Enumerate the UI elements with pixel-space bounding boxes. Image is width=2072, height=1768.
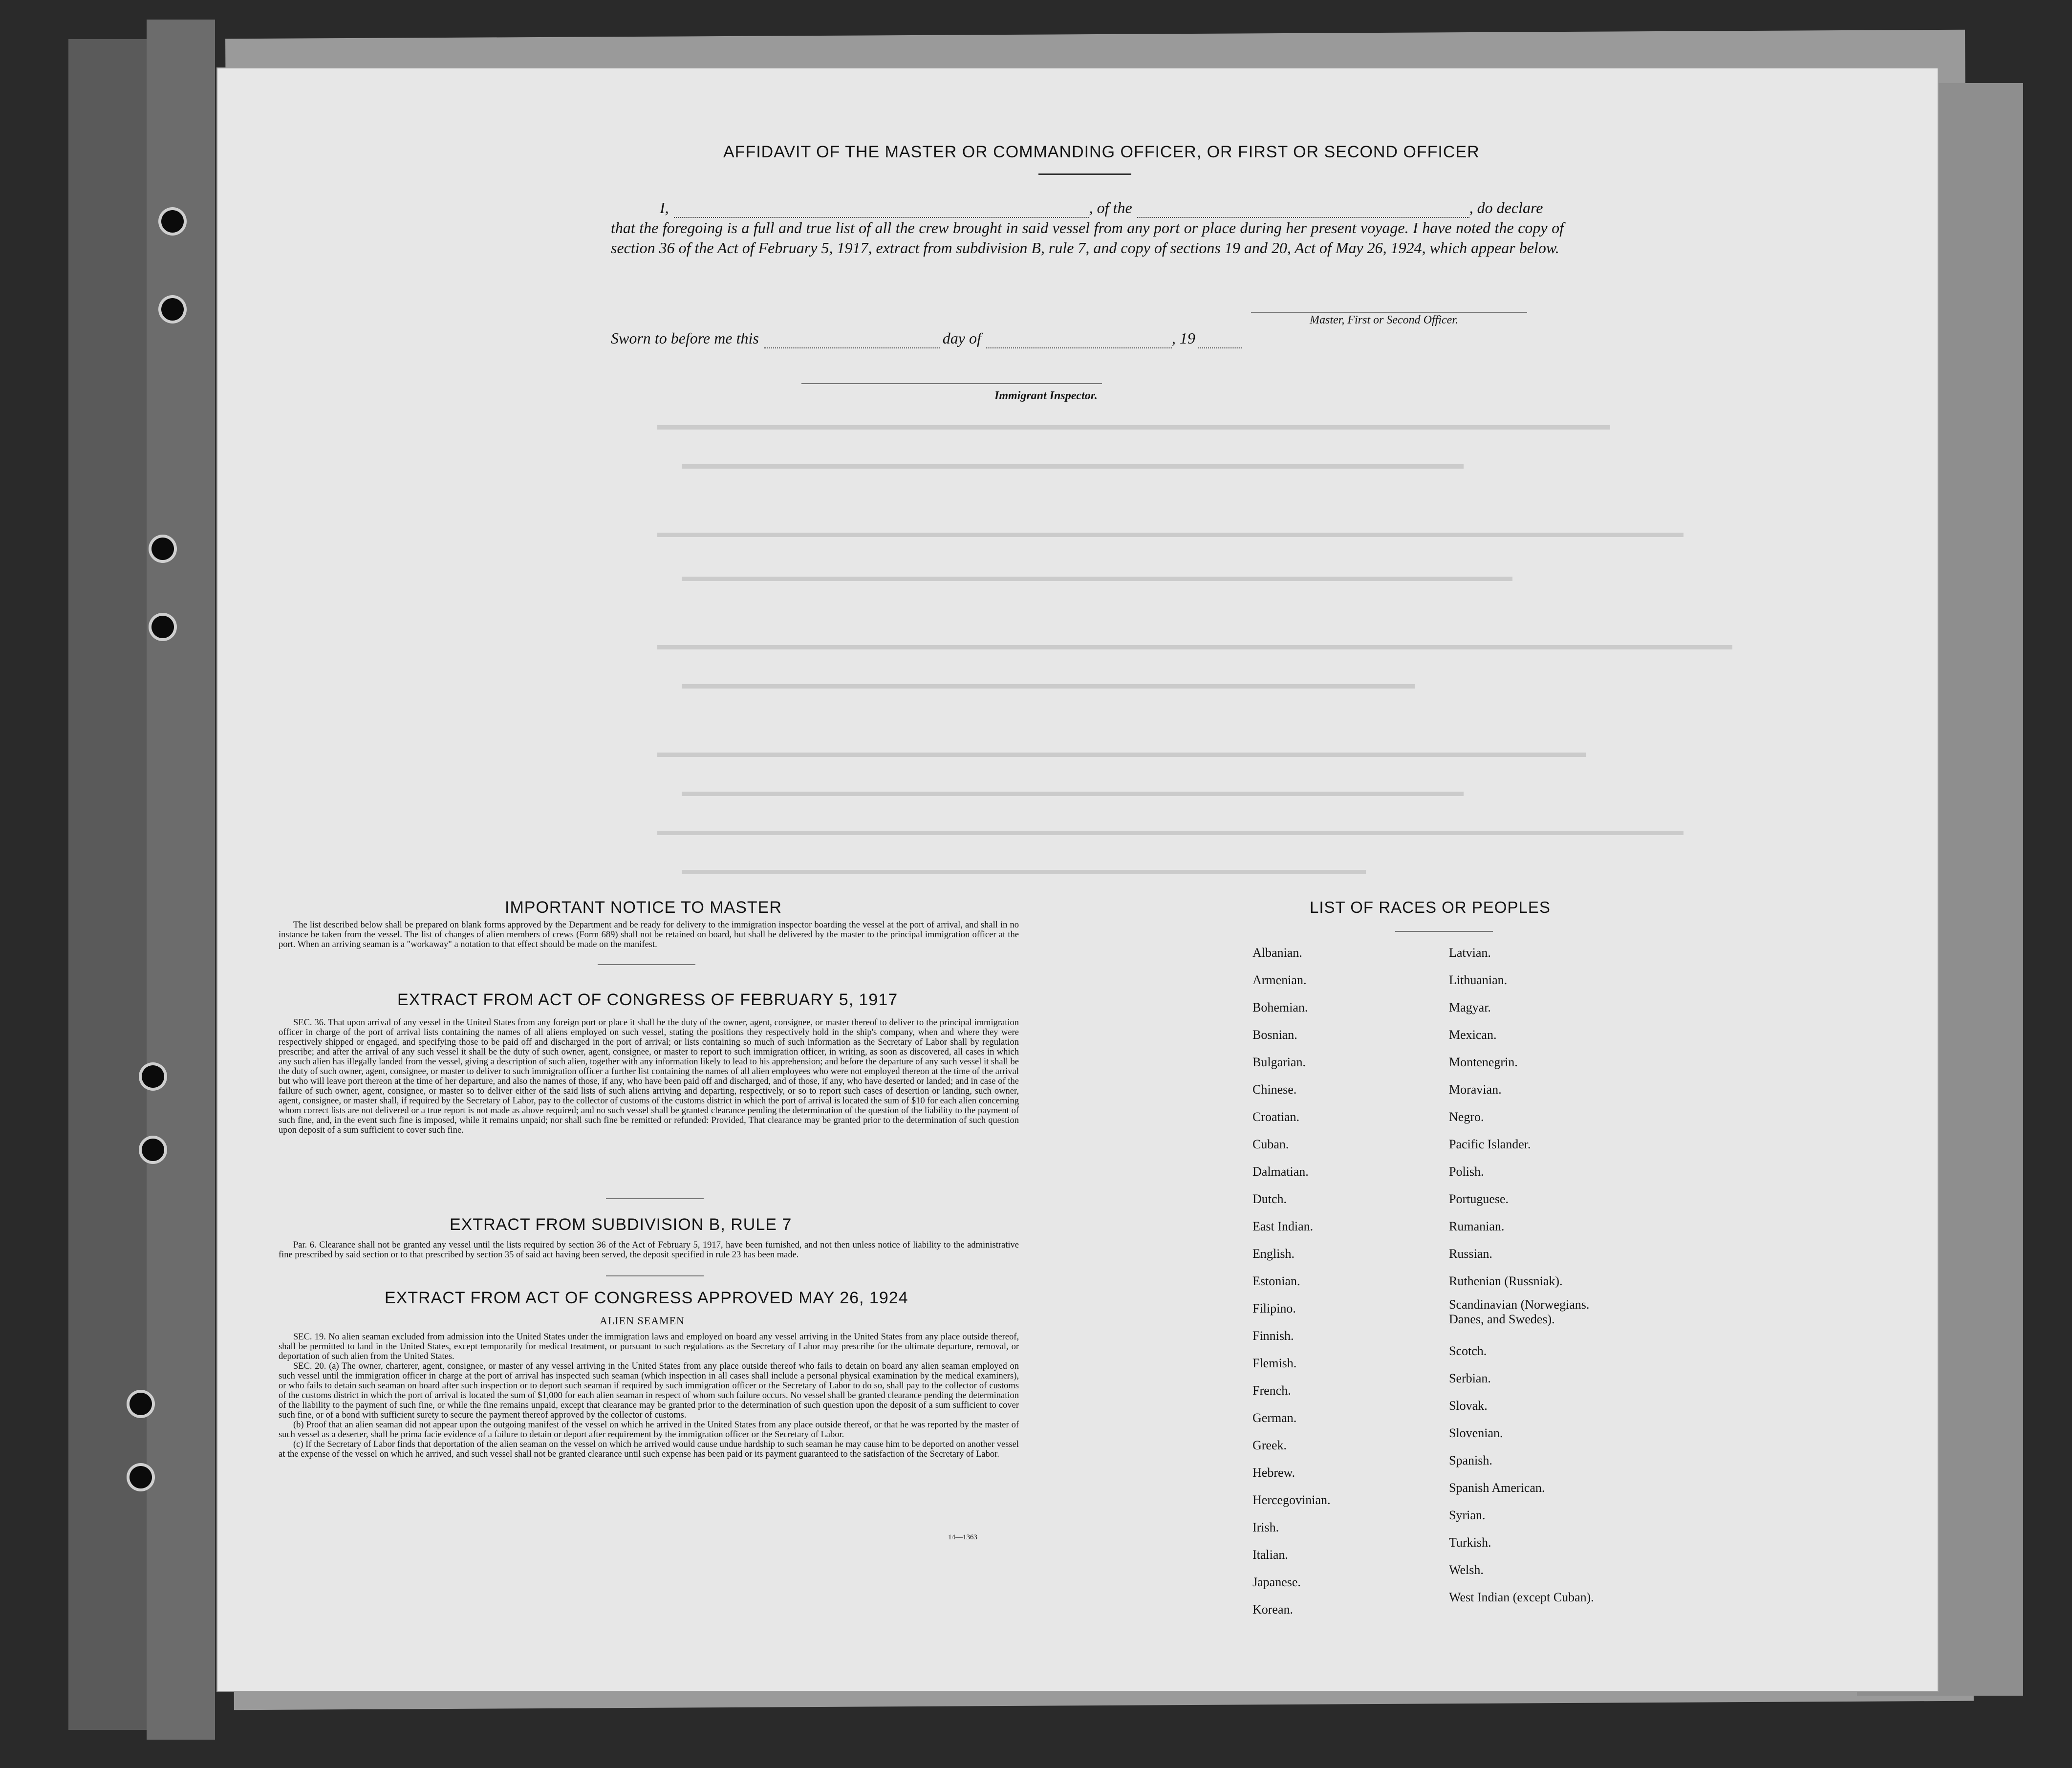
race-item: Hebrew. [1252, 1466, 1295, 1480]
race-item: Rumanian. [1449, 1219, 1505, 1233]
race-item: Turkish. [1449, 1535, 1491, 1550]
race-item: Moravian. [1449, 1082, 1502, 1097]
section-20a-paragraph: SEC. 20. (a) The owner, charterer, agent, consignee, or master of any vessel arriving in the United States from any place outside thereof who fails to detain on board any alien seaman employed on such vessel until the immigration officer in charge at the port of arrival has inspected such seaman (which inspection in all cases shall include a personal physical examination by the medical examiners), or who fails to detain such seaman on board after such inspection or to deport such seaman if required by such immigration officer or the Secretary of Labor to do so, shall pay to the collector of customs of the customs district in which the port of arrival is located the sum of $1,000 for each alien seaman in respect of whom such failure occurs. No vessel shall be granted clearance pending the determination of the liability to the payment of such fine, or while the fine remains unpaid, except that clearance may be granted prior to the determination of such question upon the deposit of a sum sufficient to cover such fine, or of a bond with sufficient surety to secure the payment thereof approved by the collector of customs. [279, 1361, 1019, 1420]
form-number: 14—1363 [948, 1533, 977, 1541]
race-item: Spanish American. [1449, 1480, 1545, 1495]
race-item: Bohemian. [1252, 1000, 1308, 1014]
race-item: Armenian. [1252, 973, 1307, 987]
rule-7-paragraph: Par. 6. Clearance shall not be granted any vessel until the lists required by section 36 of the Act of February 5, 1917, have been furnished, and not then unless notice of liability to the administrative fine prescribed by said section or to that prescribed by section 35 of said act having been served, the deposit specified in rule 23 has been made. [279, 1240, 1019, 1260]
race-item: Scandinavian (Norwegians. Danes, and Swedes). [1449, 1297, 1590, 1326]
race-item: Lithuanian. [1449, 973, 1508, 987]
extract-1924-title: EXTRACT FROM ACT OF CONGRESS APPROVED MAY 26, 1924 [385, 1289, 908, 1307]
race-item: Hercegovinian. [1252, 1493, 1331, 1507]
race-item: French. [1252, 1383, 1291, 1398]
vessel-name-field[interactable] [1137, 208, 1469, 218]
race-item: Cuban. [1252, 1137, 1289, 1151]
punch-hole [151, 538, 174, 560]
race-item: Ruthenian (Russniak). [1449, 1274, 1563, 1288]
punch-hole [161, 298, 184, 321]
race-item: Syrian. [1449, 1508, 1486, 1522]
title-rule [1038, 173, 1131, 175]
section-20c-paragraph: (c) If the Secretary of Labor finds that deportation of the alien seaman on the vessel on which he arrived would cause undue hardship to such seaman he may cause him to be deported on another vessel at the expense of the vessel on which he arrived, and such vessel shall not be granted clearance until such expense has been paid or its payment guaranteed to the satisfaction of the Secretary of Labor. [279, 1440, 1019, 1459]
notice-paragraph: The list described below shall be prepared on blank forms approved by the Department and be ready for delivery to the immigration inspector boarding the vessel at the port of arrival, and shall in no instance be taken from the vessel. The list of changes of alien members of crews (Form 689) shall not be retained on board, but shall be delivered by the master to the principal immigration officer at the port. When an arriving seaman is a "workaway" a notation to that effect should be made on the manifest. [279, 920, 1019, 949]
year-label: , 19 [1171, 329, 1195, 347]
race-item: Greek. [1252, 1438, 1287, 1452]
race-item: Montenegrin. [1449, 1055, 1518, 1069]
master-signature-label: Master, First or Second Officer. [1310, 314, 1458, 326]
declare-label: , do declare [1469, 199, 1543, 216]
race-item: Slovak. [1449, 1398, 1488, 1413]
race-item: Welsh. [1449, 1562, 1484, 1577]
extract-1917-title: EXTRACT FROM ACT OF CONGRESS OF FEBRUARY 5, 1917 [397, 991, 898, 1009]
sworn-label: Sworn to before me this [611, 329, 759, 347]
punch-hole [142, 1065, 164, 1088]
sworn-day-field[interactable] [764, 339, 940, 348]
affidavit-title: AFFIDAVIT OF THE MASTER OR COMMANDING OFFICER, OR FIRST OR SECOND OFFICER [723, 143, 1480, 161]
race-item: Negro. [1449, 1110, 1484, 1124]
inspector-signature-line[interactable] [801, 383, 1102, 384]
race-item: Latvian. [1449, 946, 1491, 960]
race-item: West Indian (except Cuban). [1449, 1590, 1594, 1604]
rule-7-text [279, 1240, 1019, 1260]
races-title-rule [1395, 931, 1493, 932]
punch-hole [130, 1393, 152, 1415]
race-item: Slovenian. [1449, 1425, 1503, 1440]
race-item: Filipino. [1252, 1301, 1296, 1315]
punch-hole [130, 1466, 152, 1488]
races-title: LIST OF RACES OR PEOPLES [1310, 898, 1551, 916]
master-signature-line[interactable] [1251, 312, 1527, 313]
race-item: Spanish. [1449, 1453, 1492, 1467]
race-item: Albanian. [1252, 946, 1302, 960]
declaration-text: that the foregoing is a full and true list of all the crew brought in said vessel from any port or place during her present voyage. I have noted the copy of section 36 of the Act of February 5, 1917, extract from subdivision B, rule 7, and copy of sections 19 and 20, Act of May 26, 1924, which appear below. [611, 219, 1564, 257]
race-item: Flemish. [1252, 1356, 1297, 1370]
race-item: English. [1252, 1247, 1295, 1261]
rule-7-title: EXTRACT FROM SUBDIVISION B, RULE 7 [450, 1215, 792, 1234]
punch-hole [151, 616, 174, 638]
race-item: Bosnian. [1252, 1028, 1297, 1042]
race-item: Dalmatian. [1252, 1164, 1309, 1179]
notice-title: IMPORTANT NOTICE TO MASTER [505, 898, 782, 917]
section-rule [606, 1275, 704, 1276]
race-item: Estonian. [1252, 1274, 1300, 1288]
inspector-signature-label: Immigrant Inspector. [994, 389, 1098, 402]
sworn-year-field[interactable] [1198, 339, 1242, 348]
race-item: Chinese. [1252, 1082, 1297, 1097]
section-36-paragraph: SEC. 36. That upon arrival of any vessel in the United States from any foreign port or place it shall be the duty of the owner, agent, consignee, or master thereof to deliver to the principal immigration officer in charge of the port of arrival lists containing the names of all aliens employed on such vessel, stating the positions they respectively hold in the ship's company, when and where they were respectively shipped or engaged, and specifying those to be paid off and discharged in the port of arrival; or lists containing so much of such information as the Secretary of Labor shall by regulation prescribe; and after the arrival of any such vessel it shall be the duty of such owner, agent, consignee, or master to report to such immigration officer, in writing, as soon as discovered, all cases in which any such alien has illegally landed from the vessel, giving a description of such alien, together with any information likely to lead to his apprehension; and before the departure of any such vessel it shall be the duty of such owner, agent, consignee, or master to deliver to such immigration officer a further list containing the names of all alien employees who were not employed thereon at the time of the arrival but who will leave port thereon at the time of her departure, and also the names of those, if any, who have been paid off and discharged, and of those, if any, who have deserted or landed; and in case of the failure of such owner, agent, consignee, or master so to deliver either of the said lists of such aliens arriving and departing, respectively, or so to report such cases of desertion or landing, such owner, agent, consignee, or master shall, if required by the Secretary of Labor, pay to the collector of customs of the customs district in which the port of arrival is located the sum of $10 for each alien concerning whom correct lists are not delivered or a true report is not made as above required; and no such vessel shall be granted clearance pending the determination of the question of the liability to the payment of such fine, and, in the event such fine is imposed, while it remains unpaid; nor shall such fine be remitted or refunded: Provided, That clearance may be granted prior to the determination of such question upon deposit of a sum sufficient to cover such fine. [279, 1018, 1019, 1135]
race-item: Portuguese. [1449, 1192, 1509, 1206]
notice-text [279, 920, 1019, 949]
race-item: Scotch. [1449, 1343, 1487, 1358]
declarant-name-field[interactable] [674, 208, 1089, 218]
race-item: Pacific Islander. [1449, 1137, 1531, 1151]
race-item: Mexican. [1449, 1028, 1497, 1042]
alien-seamen-subtitle: ALIEN SEAMEN [600, 1315, 685, 1327]
race-item: Russian. [1449, 1247, 1492, 1261]
race-item: Korean. [1252, 1602, 1294, 1617]
race-item: East Indian. [1252, 1219, 1314, 1233]
punch-hole [142, 1139, 164, 1161]
declarant-label: I, [660, 199, 669, 216]
sworn-line [611, 328, 1564, 348]
punch-hole [161, 210, 184, 233]
race-item: Bulgarian. [1252, 1055, 1306, 1069]
section-19-paragraph: SEC. 19. No alien seaman excluded from admission into the United States under the immigration laws and employed on board any vessel arriving in the United States from any place outside thereof, shall be permitted to land in the United States, except temporarily for medical treatment, or pursuant to such regulations as the Secretary of Labor may prescribe for the ultimate departure, removal, or deportation of such alien from the United States. [279, 1332, 1019, 1361]
race-item: Magyar. [1449, 1000, 1491, 1014]
sworn-month-field[interactable] [986, 339, 1172, 348]
binder-edge [147, 20, 215, 1740]
race-item: Finnish. [1252, 1329, 1294, 1343]
race-item: Croatian. [1252, 1110, 1300, 1124]
race-item: Japanese. [1252, 1575, 1301, 1589]
section-20b-paragraph: (b) Proof that an alien seaman did not appear upon the outgoing manifest of the vessel on which he arrived in the United States from any place outside thereof, or that he was reported by the master of such vessel as a deserter, shall be prima facie evidence of a failure to detain or deport after requirement by the immigration officer or the Secretary of Labor. [279, 1420, 1019, 1440]
race-item: German. [1252, 1411, 1297, 1425]
section-rule [606, 1198, 704, 1199]
affidavit-declaration [611, 198, 1564, 258]
race-item: Polish. [1449, 1164, 1484, 1179]
extract-1917-text [279, 1018, 1019, 1135]
race-item: Dutch. [1252, 1192, 1287, 1206]
extract-1924-text [279, 1332, 1019, 1459]
section-rule [598, 964, 695, 965]
day-of-label: day of [942, 329, 981, 347]
race-item: Italian. [1252, 1548, 1288, 1562]
race-item: Serbian. [1449, 1371, 1491, 1385]
race-item: Irish. [1252, 1520, 1279, 1534]
vessel-label: , of the [1089, 199, 1132, 216]
